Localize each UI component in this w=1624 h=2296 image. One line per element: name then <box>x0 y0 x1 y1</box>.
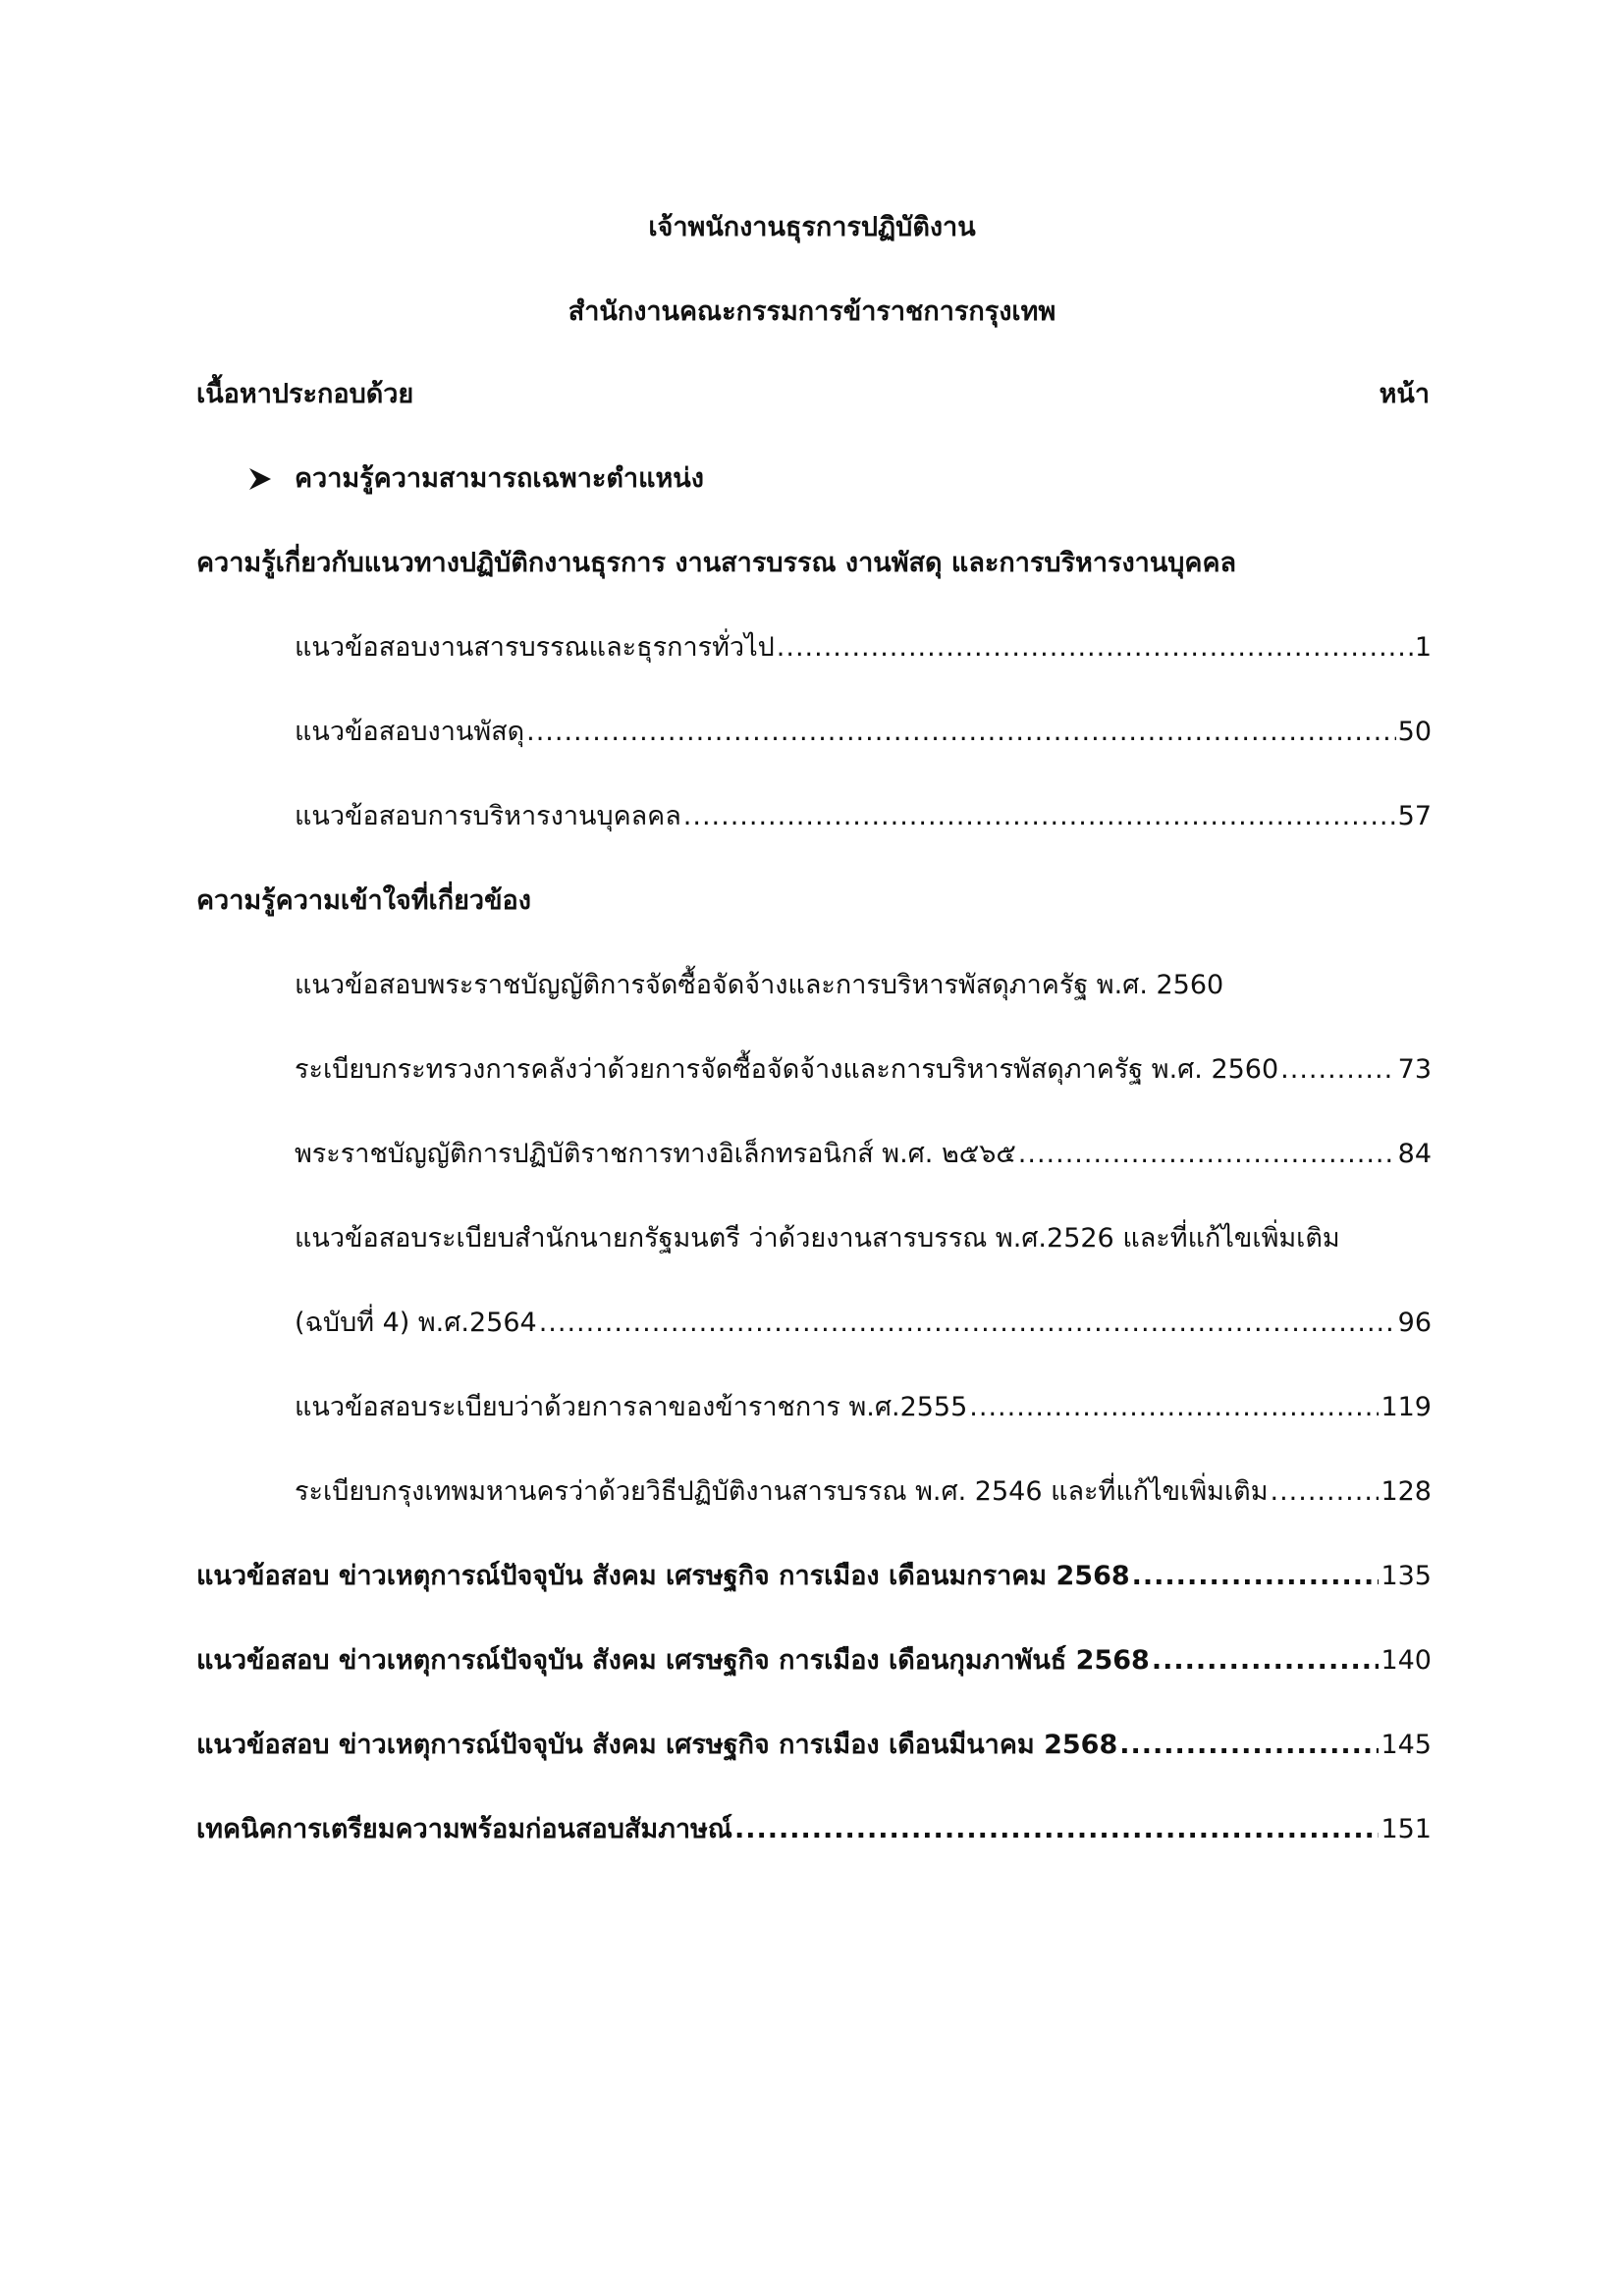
toc-dot-leader <box>539 1302 1396 1345</box>
page-column-heading: หน้า <box>1379 379 1430 409</box>
toc-entry-text: แนวข้อสอบ ข่าวเหตุการณ์ปัจจุบัน สังคม เศรษฐกิจ การเมือง เดือนมกราคม 2568 <box>196 1561 1130 1591</box>
toc-entry-text: แนวข้อสอบ ข่าวเหตุการณ์ปัจจุบัน สังคม เศรษฐกิจ การเมือง เดือนกุมภาพันธ์ 2568 <box>196 1645 1150 1676</box>
toc-entry <box>0 795 1624 838</box>
toc-entry-page: 96 <box>1397 1308 1432 1338</box>
section1-title-row <box>0 542 1624 585</box>
toc-entry-page: 145 <box>1380 1730 1432 1760</box>
toc-entry-text: แนวข้อสอบระเบียบว่าด้วยการลาของข้าราชการ พ.ศ.2555 <box>295 1392 968 1422</box>
toc-entry-no-page <box>0 1217 1624 1260</box>
toc-entry-text: แนวข้อสอบงานสารบรรณและธุรการทั่วไป <box>295 632 775 663</box>
toc-entry <box>0 1470 1624 1514</box>
toc-bold-entry <box>0 1808 1624 1851</box>
toc-entry-text: แนวข้อสอบการบริหารงานบุคลคล <box>295 801 681 831</box>
document-title-line1: เจ้าพนักงานธุรการปฏิบัติงาน <box>648 212 976 242</box>
toc-entry-page: 128 <box>1380 1476 1432 1507</box>
toc-bold-entry <box>0 1724 1624 1767</box>
toc-entry-page: 1 <box>1414 632 1432 663</box>
bullet-row <box>0 457 1624 501</box>
toc-entry <box>0 1302 1624 1345</box>
toc-dot-leader <box>734 1808 1380 1851</box>
toc-entry-text: พระราชบัญญัติการปฏิบัติราชการทางอิเล็กทรอนิกส์ พ.ศ. ๒๕๖๕ <box>295 1139 1016 1169</box>
toc-dot-leader <box>1132 1555 1380 1598</box>
document-title-line2: สำนักงานคณะกรรมการข้าราชการกรุงเทพ <box>568 296 1056 327</box>
toc-entry-text: เทคนิคการเตรียมความพร้อมก่อนสอบสัมภาษณ์ <box>196 1814 732 1844</box>
toc-entry-page: 135 <box>1380 1561 1432 1591</box>
toc-dot-leader <box>1119 1724 1379 1767</box>
toc-entry-page: 50 <box>1397 717 1432 747</box>
toc-entry <box>0 626 1624 669</box>
toc-dot-leader <box>1018 1133 1396 1176</box>
toc-entry <box>0 1386 1624 1429</box>
toc-dot-leader <box>683 795 1396 838</box>
contents-heading-row <box>0 373 1624 416</box>
bullet-item-label: ความรู้ความสามารถเฉพาะตำแหน่ง <box>295 463 704 494</box>
toc-entry-text: (ฉบับที่ 4) พ.ศ.2564 <box>295 1308 537 1338</box>
toc-dot-leader <box>777 626 1413 669</box>
toc-entry-text: ระเบียบกระทรวงการคลังว่าด้วยการจัดซื้อจัดจ้างและการบริหารพัสดุภาครัฐ พ.ศ. 2560 <box>295 1054 1279 1085</box>
section1-title: ความรู้เกี่ยวกับแนวทางปฏิบัติกงานธุรการ งานสารบรรณ งานพัสดุ และการบริหารงานบุคคล <box>196 548 1237 578</box>
toc-entry-page: 84 <box>1397 1139 1432 1169</box>
toc-dot-leader <box>1280 1048 1395 1092</box>
toc-bold-entry <box>0 1555 1624 1598</box>
section2-title: ความรู้ความเข้าใจที่เกี่ยวข้อง <box>196 885 531 916</box>
toc-entry <box>0 1133 1624 1176</box>
toc-entry-no-page <box>0 964 1624 1007</box>
toc-bold-entry <box>0 1639 1624 1682</box>
section2-title-row <box>0 880 1624 923</box>
toc-entry-page: 140 <box>1380 1645 1432 1676</box>
contents-heading: เนื้อหาประกอบด้วย <box>196 379 414 409</box>
toc-entry-text: แนวข้อสอบงานพัสดุ <box>295 717 525 747</box>
toc-entry-page: 119 <box>1380 1392 1432 1422</box>
toc-entry-page: 57 <box>1397 801 1432 831</box>
toc-dot-leader <box>1152 1639 1380 1682</box>
toc-entry-text: แนวข้อสอบระเบียบสำนักนายกรัฐมนตรี ว่าด้วยงานสารบรรณ พ.ศ.2526 และที่แก้ไขเพิ่มเติม <box>295 1223 1340 1254</box>
toc-dot-leader <box>1271 1470 1380 1514</box>
toc-entry-text: แนวข้อสอบ ข่าวเหตุการณ์ปัจจุบัน สังคม เศรษฐกิจ การเมือง เดือนมีนาคม 2568 <box>196 1730 1118 1760</box>
toc-entry <box>0 1048 1624 1092</box>
toc-entry-text: แนวข้อสอบพระราชบัญญัติการจัดซื้อจัดจ้างและการบริหารพัสดุภาครัฐ พ.ศ. 2560 <box>295 970 1224 1000</box>
arrow-bullet-icon <box>247 466 273 492</box>
toc-entry-page: 73 <box>1397 1054 1432 1085</box>
toc-dot-leader <box>969 1386 1379 1429</box>
toc-entry-page: 151 <box>1380 1814 1432 1844</box>
toc-dot-leader <box>526 711 1396 754</box>
toc-entry-text: ระเบียบกรุงเทพมหานครว่าด้วยวิธีปฏิบัติงานสารบรรณ พ.ศ. 2546 และที่แก้ไขเพิ่มเติม <box>295 1476 1269 1507</box>
toc-entry <box>0 711 1624 754</box>
